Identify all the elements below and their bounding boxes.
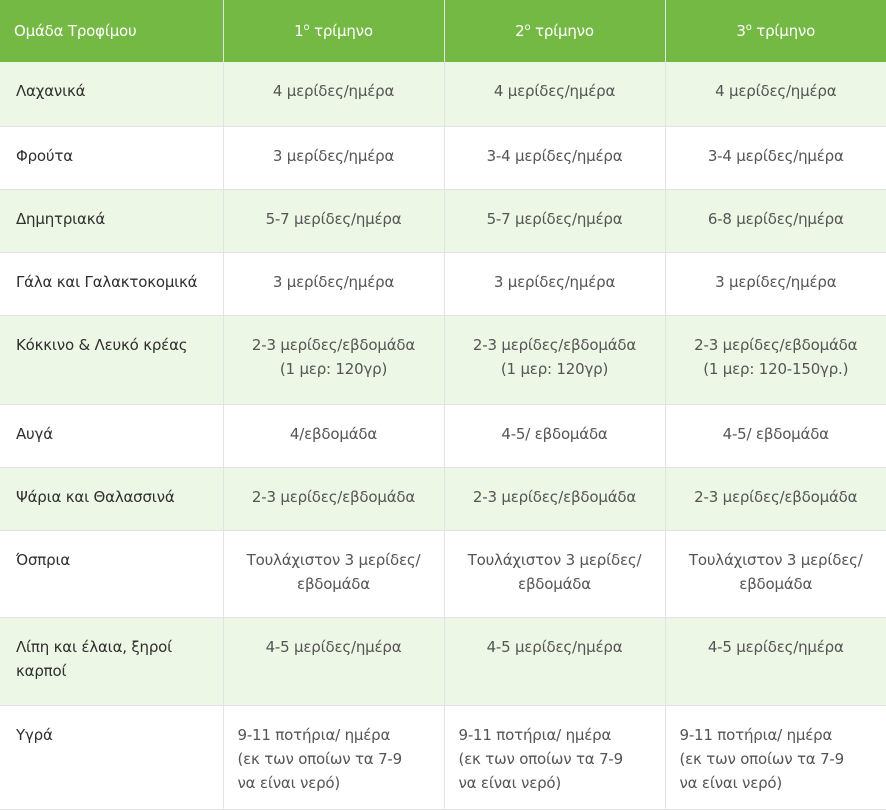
serving-text: να είναι νερό) [237,773,341,792]
table-row [0,467,886,530]
table-header [0,0,886,62]
food-group-label: καρποί [16,661,67,680]
serving-text: 3-4 μερίδες/ημέρα [486,146,623,165]
trimester-1-cell [223,189,444,252]
serving-text: 4 μερίδες/ημέρα [715,82,837,100]
serving-text: 9-11 ποτήρια/ ημέρα [458,725,612,744]
trimester-3-cell [665,315,886,404]
serving-text: Τουλάχιστον 3 μερίδες/ [246,550,421,569]
food-group-cell [0,404,223,467]
serving-text: (1 μερ: 120γρ) [279,359,388,378]
table-row [0,315,886,404]
trimester-3-cell [665,189,886,252]
food-group-label: Υγρά [16,725,53,744]
table-row [0,126,886,189]
trimester-2-cell [444,404,665,467]
food-group-label: Φρούτα [16,146,73,165]
serving-text: να είναι νερό) [458,773,562,792]
trimester-3-cell [665,705,886,809]
trimester-word: τρίμηνο [535,22,594,40]
serving-text: 4 μερίδες/ημέρα [272,82,395,100]
serving-text: (1 μερ: 120-150γρ.) [703,359,849,378]
trimester-1-cell [223,252,444,315]
trimester-2-cell [444,126,665,189]
trimester-1-cell [223,705,444,809]
trimester-2-cell [444,62,665,126]
trimester-3-cell [665,467,886,530]
food-group-label: Δημητριακά [16,209,106,228]
serving-text: εβδομάδα [297,574,370,593]
serving-text: (εκ των οποίων τα 7-9 [679,749,844,768]
food-group-cell [0,467,223,530]
serving-text: εβδομάδα [739,574,813,593]
trimester-number: 3 [736,22,746,40]
serving-text: 3 μερίδες/ημέρα [715,272,837,291]
table-row [0,404,886,467]
table-row [0,189,886,252]
serving-text: 5-7 μερίδες/ημέρα [486,209,623,228]
trimester-number: 2 [515,22,525,40]
food-group-cell [0,530,223,617]
food-group-cell [0,126,223,189]
food-group-cell [0,315,223,404]
serving-text: Τουλάχιστον 3 μερίδες/ [688,550,863,569]
serving-text: 2-3 μερίδες/εβδομάδα [472,335,637,354]
table-row [0,530,886,617]
table-row [0,617,886,705]
food-group-label: Όσπρια [16,550,71,569]
food-group-label: Λαχανικά [16,82,86,100]
table-body [0,62,886,809]
trimester-2-cell [444,705,665,809]
serving-text: 9-11 ποτήρια/ ημέρα [679,725,833,744]
table-row [0,705,886,809]
food-group-label: Κόκκινο & Λευκό κρέας [16,335,188,354]
trimester-1-cell [223,467,444,530]
serving-text: 2-3 μερίδες/εβδομάδα [694,487,858,506]
serving-text: Τουλάχιστον 3 μερίδες/ [467,550,642,569]
trimester-2-cell [444,315,665,404]
serving-text: 9-11 ποτήρια/ ημέρα [237,725,391,744]
trimester-number: 1 [294,22,304,40]
food-group-cell [0,252,223,315]
serving-text: 3-4 μερίδες/ημέρα [707,146,844,165]
serving-text: εβδομάδα [518,574,591,593]
header-trimester-2 [444,0,665,62]
serving-text: να είναι νερό) [679,773,783,792]
table-row [0,62,886,126]
trimester-2-cell [444,189,665,252]
serving-text: 4-5 μερίδες/ημέρα [486,637,623,656]
food-group-label: Λίπη και έλαια, ξηροί [16,637,173,656]
food-group-cell [0,189,223,252]
serving-text: 2-3 μερίδες/εβδομάδα [694,335,858,354]
serving-text: 4/εβδομάδα [289,424,378,443]
trimester-ordinal: ο [745,22,752,33]
trimester-2-cell [444,530,665,617]
serving-text: 4-5/ εβδομάδα [722,424,829,443]
trimester-1-cell [223,315,444,404]
trimester-2-cell [444,252,665,315]
serving-text: 3 μερίδες/ημέρα [272,146,395,165]
trimester-ordinal: ο [524,22,531,33]
food-group-label: Αυγά [16,424,53,443]
header-trimester-3 [665,0,886,62]
trimester-1-cell [223,530,444,617]
trimester-3-cell [665,617,886,705]
food-group-cell [0,705,223,809]
trimester-ordinal: ο [303,22,310,33]
food-group-cell [0,617,223,705]
trimester-1-cell [223,404,444,467]
trimester-3-cell [665,404,886,467]
serving-text: 5-7 μερίδες/ημέρα [265,209,402,228]
trimester-2-cell [444,467,665,530]
trimester-3-cell [665,126,886,189]
serving-text: 6-8 μερίδες/ημέρα [707,209,844,228]
serving-text: (εκ των οποίων τα 7-9 [458,749,623,768]
serving-text: (1 μερ: 120γρ) [500,359,609,378]
serving-text: 4-5 μερίδες/ημέρα [707,637,844,656]
serving-text: 3 μερίδες/ημέρα [272,272,395,291]
trimester-3-cell [665,62,886,126]
serving-text: (εκ των οποίων τα 7-9 [237,749,402,768]
serving-text: 3 μερίδες/ημέρα [493,272,616,291]
trimester-3-cell [665,530,886,617]
trimester-2-cell [444,617,665,705]
serving-text: 2-3 μερίδες/εβδομάδα [251,487,416,506]
header-food-group: Ομάδα Τροφίμου [0,0,223,62]
serving-text: 4 μερίδες/ημέρα [493,82,616,100]
food-group-label: Ψάρια και Θαλασσινά [16,487,175,506]
trimester-3-cell [665,252,886,315]
serving-text: 2-3 μερίδες/εβδομάδα [472,487,637,506]
header-trimester-1 [223,0,444,62]
trimester-1-cell [223,617,444,705]
food-group-cell [0,62,223,126]
serving-text: 4-5/ εβδομάδα [501,424,608,443]
header-row [0,0,886,62]
trimester-1-cell [223,126,444,189]
food-group-label: Γάλα και Γαλακτοκομικά [16,272,198,291]
trimester-word: τρίμηνο [314,22,373,40]
serving-text: 4-5 μερίδες/ημέρα [265,637,402,656]
table-row [0,252,886,315]
serving-text: 2-3 μερίδες/εβδομάδα [251,335,416,354]
trimester-1-cell [223,62,444,126]
trimester-word: τρίμηνο [756,22,816,40]
